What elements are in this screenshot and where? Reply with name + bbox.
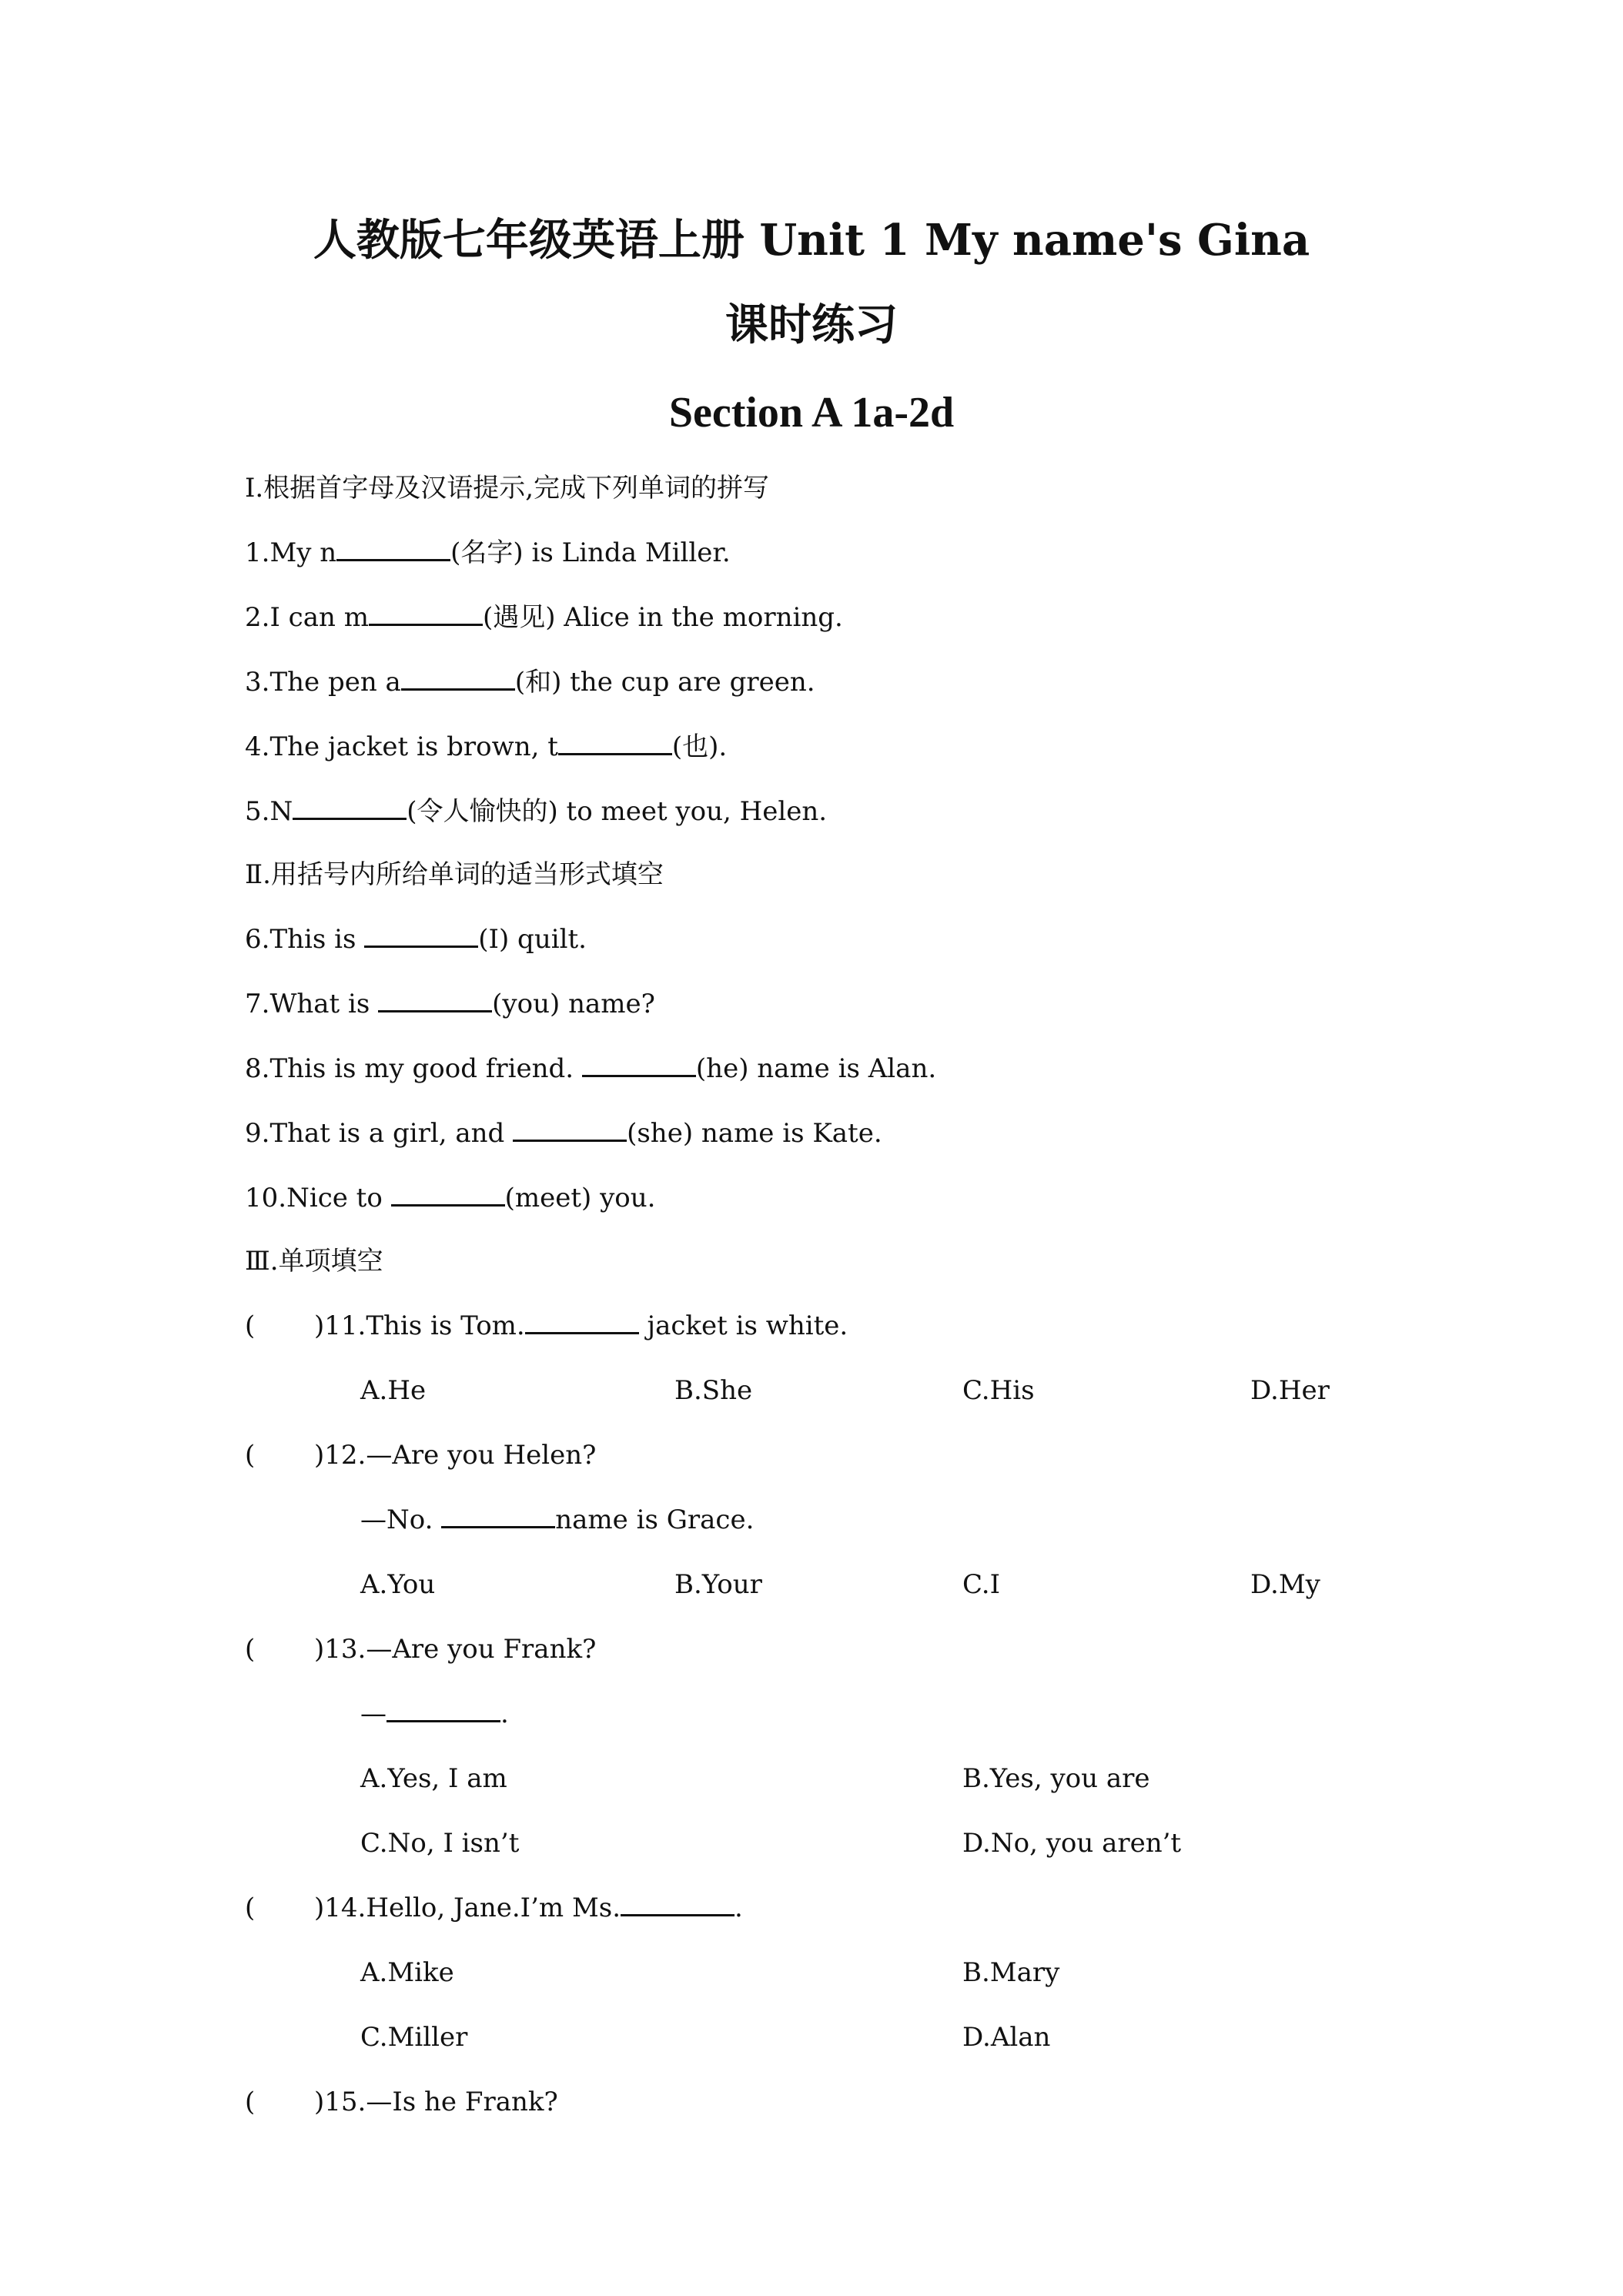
option-12-b[interactable]: B.Your (674, 1569, 762, 1600)
question-4 (245, 728, 727, 765)
option-13-b[interactable]: B.Yes, you are (962, 1763, 1150, 1794)
option-11-b[interactable]: B.She (674, 1375, 753, 1406)
answer-blank-11[interactable] (525, 1307, 639, 1334)
answer-blank-14[interactable] (621, 1889, 735, 1916)
option-11-c[interactable]: C.His (962, 1375, 1035, 1406)
answer-blank-6[interactable] (364, 921, 478, 948)
option-12-a[interactable]: A.You (360, 1569, 436, 1600)
answer-blank-1[interactable] (336, 534, 450, 561)
question-9-suffix: (she) name is Kate. (627, 1118, 882, 1149)
answer-paren-13[interactable]: ( (245, 1634, 256, 1665)
question-4-prefix: 4.The jacket is brown, t (245, 731, 558, 762)
question-3 (245, 664, 815, 701)
question-14 (245, 1889, 743, 1926)
answer-paren-14[interactable]: ( (245, 1893, 256, 1923)
question-1-prefix: 1.My n (245, 537, 337, 568)
question-14-prefix: )14.Hello, Jane.I’m Ms. (314, 1893, 621, 1923)
question-2-suffix: (遇见) Alice in the morning. (482, 602, 843, 633)
option-14-a[interactable]: A.Mike (360, 1957, 454, 1988)
option-12-c[interactable]: C.I (962, 1569, 1001, 1600)
question-12-text: )12.—Are you Helen? (314, 1440, 597, 1471)
question-10-suffix: (meet) you. (504, 1183, 656, 1213)
question-5-prefix: 5.N (245, 796, 293, 827)
answer-paren-11[interactable]: ( (245, 1310, 256, 1341)
title-line-2: 课时练习 (725, 300, 898, 350)
question-15 (245, 2083, 558, 2120)
answer-paren-12[interactable]: ( (245, 1440, 256, 1471)
question-10-prefix: 10.Nice to (245, 1183, 391, 1213)
question-5-suffix: (令人愉快的) to meet you, Helen. (407, 796, 828, 827)
question-8-prefix: 8.This is my good friend. (245, 1053, 582, 1084)
question-12-reply (360, 1501, 754, 1538)
question-13 (245, 1631, 596, 1668)
question-13-text: )13.—Are you Frank? (314, 1634, 597, 1665)
option-13-c[interactable]: C.No, I isn’t (360, 1828, 520, 1859)
title-line-3: Section A 1a-2d (668, 389, 955, 437)
question-13-reply-prefix: — (360, 1699, 387, 1729)
question-5 (245, 793, 827, 830)
option-13-d[interactable]: D.No, you aren’t (962, 1828, 1182, 1859)
section-2-heading: Ⅱ.用括号内所给单词的适当形式填空 (245, 859, 664, 890)
question-6-prefix: 6.This is (245, 924, 365, 955)
title-line-1: 人教版七年级英语上册 Unit 1 My name's Gina (313, 215, 1310, 266)
question-7 (245, 986, 655, 1022)
question-14-suffix: . (735, 1893, 743, 1923)
option-14-c[interactable]: C.Miller (360, 2022, 468, 2053)
option-11-a[interactable]: A.He (360, 1375, 427, 1406)
answer-blank-13[interactable] (387, 1695, 500, 1722)
question-2-prefix: 2.I can m (245, 602, 369, 633)
option-14-d[interactable]: D.Alan (962, 2022, 1051, 2053)
question-4-suffix: (也). (671, 731, 728, 762)
question-7-suffix: (you) name? (492, 989, 655, 1019)
answer-blank-9[interactable] (513, 1115, 627, 1142)
answer-blank-8[interactable] (582, 1050, 696, 1077)
question-8 (245, 1050, 936, 1087)
question-13-reply (360, 1695, 509, 1732)
question-9-prefix: 9.That is a girl, and (245, 1118, 514, 1149)
question-12-reply-suffix: name is Grace. (555, 1504, 755, 1535)
answer-blank-10[interactable] (391, 1180, 505, 1207)
answer-blank-12[interactable] (441, 1501, 555, 1528)
option-11-d[interactable]: D.Her (1250, 1375, 1330, 1406)
section-3-heading: Ⅲ.单项填空 (245, 1246, 383, 1277)
answer-blank-5[interactable] (293, 793, 407, 820)
answer-blank-2[interactable] (369, 599, 483, 626)
answer-paren-15[interactable]: ( (245, 2087, 256, 2117)
question-1 (245, 534, 731, 571)
answer-blank-3[interactable] (401, 664, 515, 691)
question-9 (245, 1115, 882, 1152)
question-12 (245, 1437, 596, 1474)
option-13-a[interactable]: A.Yes, I am (360, 1763, 507, 1794)
question-11-prefix: )11.This is Tom. (314, 1310, 525, 1341)
question-8-suffix: (he) name is Alan. (695, 1053, 937, 1084)
question-6 (245, 921, 587, 958)
section-1-heading: Ⅰ.根据首字母及汉语提示,完成下列单词的拼写 (245, 473, 770, 504)
question-3-prefix: 3.The pen a (245, 667, 401, 698)
question-1-suffix: (名字) is Linda Miller. (450, 537, 731, 568)
question-15-text: )15.—Is he Frank? (314, 2087, 558, 2117)
question-13-reply-suffix: . (500, 1699, 509, 1729)
question-10 (245, 1180, 655, 1217)
question-7-prefix: 7.What is (245, 989, 379, 1019)
question-12-reply-prefix: —No. (360, 1504, 442, 1535)
option-12-d[interactable]: D.My (1250, 1569, 1320, 1600)
question-6-suffix: (I) quilt. (478, 924, 587, 955)
option-14-b[interactable]: B.Mary (962, 1957, 1060, 1988)
question-11-suffix: jacket is white. (638, 1310, 848, 1341)
question-2 (245, 599, 843, 636)
question-11 (245, 1307, 848, 1344)
answer-blank-4[interactable] (558, 728, 672, 755)
question-3-suffix: (和) the cup are green. (514, 667, 815, 698)
answer-blank-7[interactable] (378, 986, 492, 1012)
